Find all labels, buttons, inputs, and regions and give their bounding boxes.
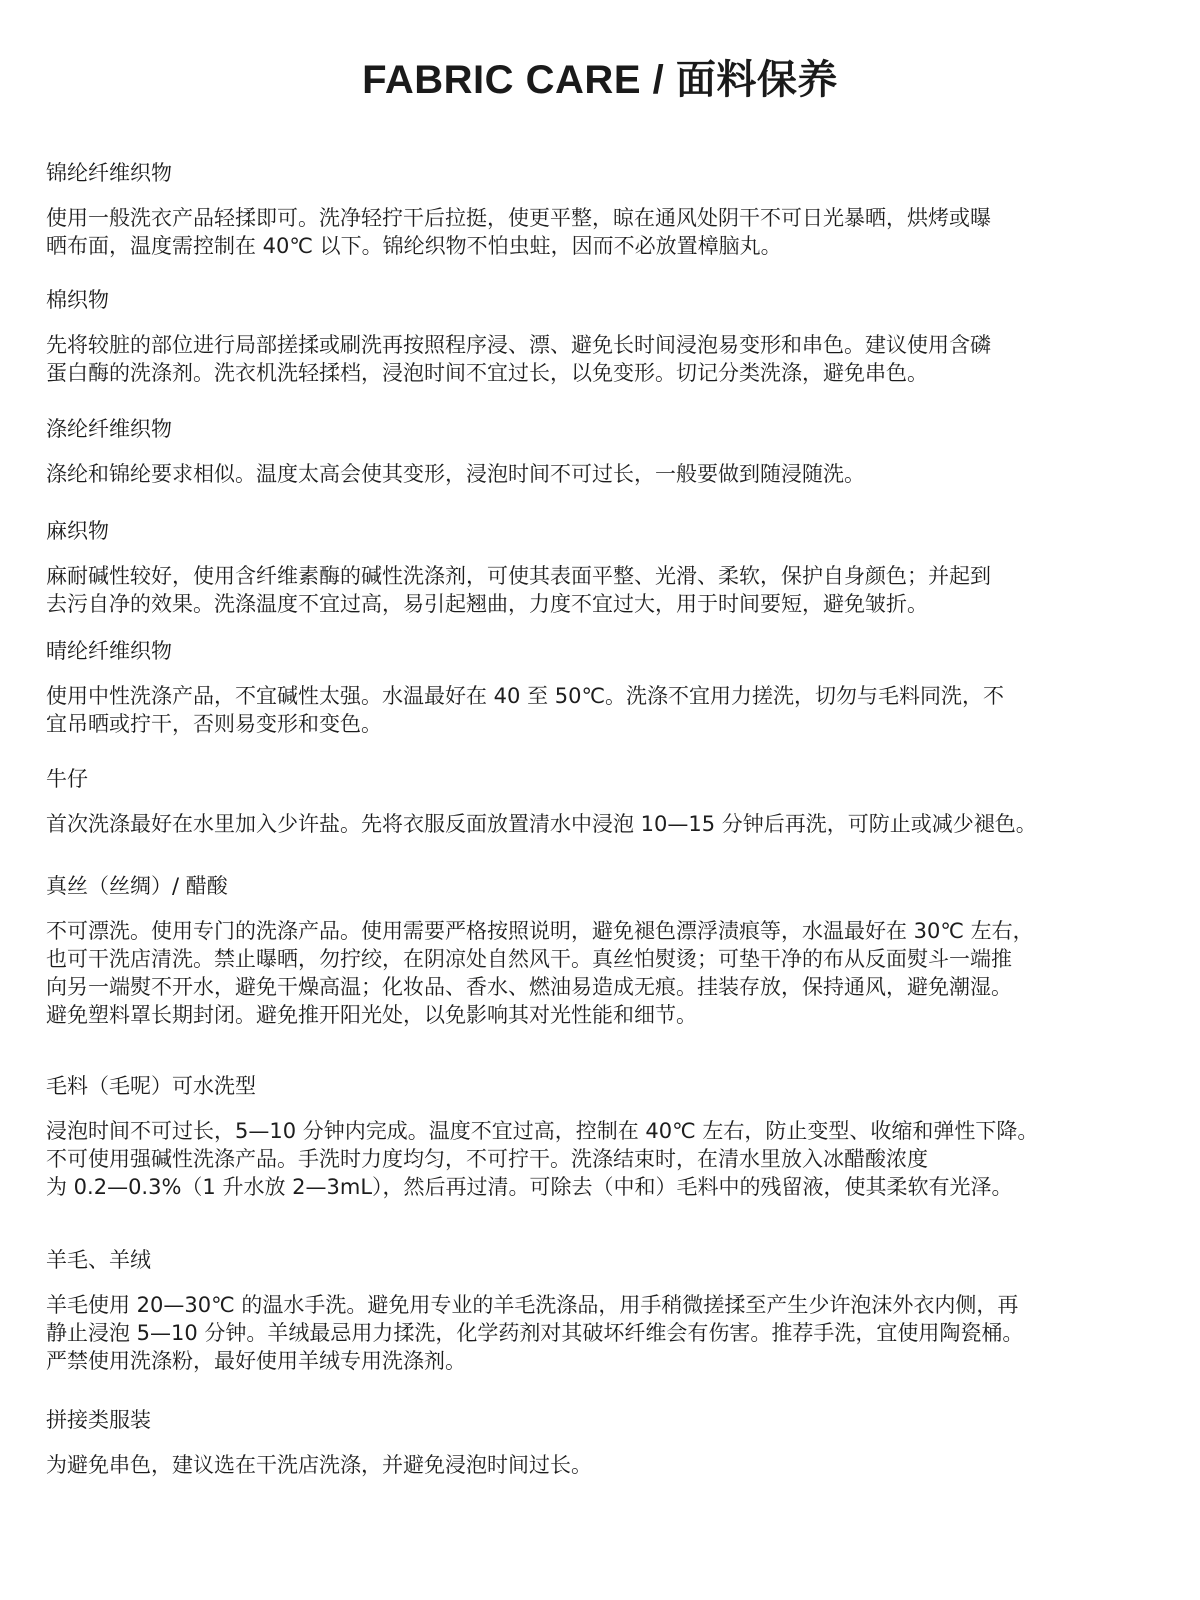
section-title: 涤纶纤维织物 [46,417,172,441]
section-body [46,917,1166,1029]
section-title: 拼接类服装 [46,1408,151,1432]
body-line: 使用一般洗衣产品轻揉即可。洗净轻拧干后拉挺，使更平整，晾在通风处阴干不可日光暴晒，烘烤或曝 [46,206,991,230]
section-nylon [46,158,1166,260]
section-acrylic [46,636,1166,738]
section-body [46,331,1166,387]
section-linen [46,516,1166,618]
body-line: 严禁使用洗涤粉，最好使用羊绒专用洗涤剂。 [46,1349,466,1373]
body-line: 晒布面，温度需控制在 40℃ 以下。锦纶织物不怕虫蛀，因而不必放置樟脑丸。 [46,234,782,258]
body-line: 向另一端熨不开水，避免干燥高温；化妆品、香水、燃油易造成无痕。挂装存放，保持通风，避免潮湿。 [46,975,1012,999]
section-title: 锦纶纤维织物 [46,161,172,185]
body-line: 浸泡时间不可过长，5—10 分钟内完成。温度不宜过高，控制在 40℃ 左右，防止变型、收缩和弹性下降。 [46,1119,1039,1143]
section-denim [46,764,1166,838]
section-title: 毛料（毛呢）可水洗型 [46,1074,256,1098]
section-title: 牛仔 [46,767,88,791]
body-line: 涤纶和锦纶要求相似。温度太高会使其变形，浸泡时间不可过长，一般要做到随浸随洗。 [46,462,865,486]
section-body [46,1291,1166,1375]
section-body [46,682,1166,738]
body-line: 羊毛使用 20—30℃ 的温水手洗。避免用专业的羊毛洗涤品，用手稍微搓揉至产生少许泡沫外衣内侧，再 [46,1293,1019,1317]
section-wool-cashmere [46,1245,1166,1375]
section-body [46,1117,1166,1201]
section-body [46,460,1166,488]
section-silk [46,871,1166,1029]
body-line: 宜吊晒或拧干，否则易变形和变色。 [46,712,382,736]
body-line: 静止浸泡 5—10 分钟。羊绒最忌用力揉洗，化学药剂对其破坏纤维会有伤害。推荐手洗，宜使用陶瓷桶。 [46,1321,1024,1345]
section-body [46,204,1166,260]
section-patchwork [46,1405,1166,1479]
section-wool-washable [46,1071,1166,1201]
body-line: 首次洗涤最好在水里加入少许盐。先将衣服反面放置清水中浸泡 10—15 分钟后再洗，可防止或减少褪色。 [46,812,1037,836]
section-body [46,562,1166,618]
body-line: 去污自净的效果。洗涤温度不宜过高，易引起翘曲，力度不宜过大，用于时间要短，避免皱折。 [46,592,928,616]
body-line: 麻耐碱性较好，使用含纤维素酶的碱性洗涤剂，可使其表面平整、光滑、柔软，保护自身颜色；并起到 [46,564,991,588]
section-title: 晴纶纤维织物 [46,639,172,663]
body-line: 不可漂洗。使用专门的洗涤产品。使用需要严格按照说明，避免褪色漂浮渍痕等，水温最好在 30℃ 左右， [46,919,1034,943]
section-polyester [46,414,1166,488]
body-line: 先将较脏的部位进行局部搓揉或刷洗再按照程序浸、漂、避免长时间浸泡易变形和串色。建议使用含磷 [46,333,991,357]
body-line: 为避免串色，建议选在干洗店洗涤，并避免浸泡时间过长。 [46,1453,592,1477]
section-title: 麻织物 [46,519,109,543]
section-title: 棉织物 [46,288,109,312]
section-title: 真丝（丝绸）/ 醋酸 [46,874,228,898]
body-line: 避免塑料罩长期封闭。避免推开阳光处，以免影响其对光性能和细节。 [46,1003,697,1027]
section-cotton [46,285,1166,387]
body-line: 也可干洗店清洗。禁止曝晒，勿拧绞，在阴凉处自然风干。真丝怕熨烫；可垫干净的布从反面熨斗一端推 [46,947,1012,971]
page-title: FABRIC CARE / 面料保养 [362,58,838,102]
body-line: 为 0.2—0.3%（1 升水放 2—3mL），然后再过清。可除去（中和）毛料中的残留液，使其柔软有光泽。 [46,1175,1013,1199]
body-line: 蛋白酶的洗涤剂。洗衣机洗轻揉档，浸泡时间不宜过长，以免变形。切记分类洗涤，避免串色。 [46,361,928,385]
section-body [46,1451,1166,1479]
section-title: 羊毛、羊绒 [46,1248,151,1272]
body-line: 不可使用强碱性洗涤产品。手洗时力度均匀，不可拧干。洗涤结束时，在清水里放入冰醋酸浓度 [46,1147,928,1171]
section-body [46,810,1166,838]
body-line: 使用中性洗涤产品，不宜碱性太强。水温最好在 40 至 50℃。洗涤不宜用力搓洗，切勿与毛料同洗，不 [46,684,1005,708]
